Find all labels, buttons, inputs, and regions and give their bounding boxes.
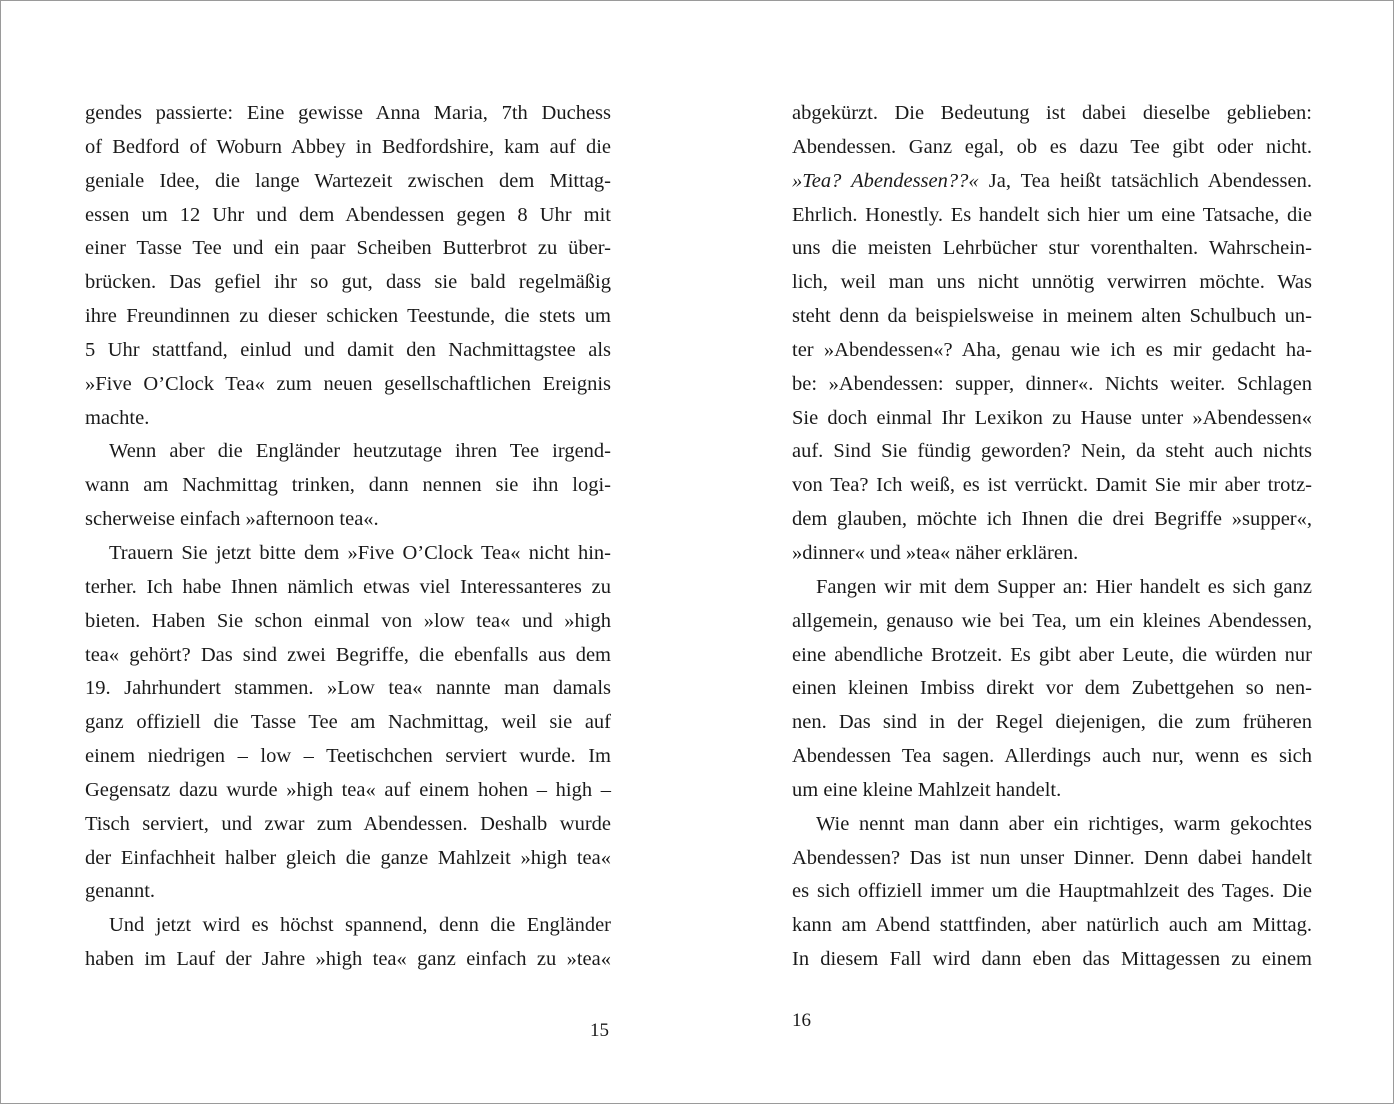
text-line: Fangen wir mit dem Supper an: Hier handelt es sich ganz [816,575,1312,598]
text-line: uns die meisten Lehrbücher stur vorenthalten. Wahrschein- [792,237,1312,260]
text-line: es sich offiziell immer um die Hauptmahlzeit des Tages. Die [792,880,1312,903]
text-line: dem glauben, möchte ich Ihnen die drei Begriffe »supper«, [792,508,1312,531]
text-line: allgemein, genauso wie bei Tea, um ein kleines Abendessen, [792,609,1312,632]
text-line: bieten. Haben Sie schon einmal von »low tea« und »high [85,609,611,632]
text-line: of Bedford of Woburn Abbey in Bedfordshire, kam auf die [85,135,611,158]
italic-phrase: »Tea? Abendessen??« [792,169,979,192]
text-line: »dinner« und »tea« näher erklären. [792,541,1079,564]
page-number-right: 16 [792,1010,811,1031]
text-line: brücken. Das gefiel ihr so gut, dass sie bald regelmäßig [85,271,611,294]
text-line: Abendessen? Das ist nun unser Dinner. Denn dabei handelt [792,846,1312,869]
text-line: kann am Abend stattfinden, aber natürlich auch am Mittag. [792,914,1312,937]
text-line: von Tea? Ich weiß, es ist verrückt. Damit Sie mir aber trotz- [792,474,1312,497]
text-line: genannt. [85,880,156,903]
text-line: terher. Ich habe Ihnen nämlich etwas viel Interessanteres zu [85,575,611,598]
text-line: Gegensatz dazu wurde »high tea« auf einem hohen – high – [85,778,611,801]
text-line: nen. Das sind in der Regel diejenigen, die zum früheren [792,711,1312,734]
text-line: 5 Uhr stattfand, einlud und damit den Nachmittagstee als [85,338,611,361]
text-line: tea« gehört? Das sind zwei Begriffe, die ebenfalls aus dem [85,643,611,666]
text-line: wann am Nachmittag trinken, dann nennen sie ihn logi- [85,474,611,497]
text-line: eine abendliche Brotzeit. Es gibt aber Leute, die würden nur [792,643,1312,666]
text-line-with-italic: »Tea? Abendessen??« Ja, Tea heißt tatsächlich Abendessen. [792,169,1312,192]
left-page [85,97,611,977]
text-line: abgekürzt. Die Bedeutung ist dabei dieselbe geblieben: [792,102,1312,124]
text-line: Sie doch einmal Ihr Lexikon zu Hause unter »Abendessen« [792,406,1312,429]
text-line: essen um 12 Uhr und dem Abendessen gegen 8 Uhr mit [85,203,611,226]
text-line: Trauern Sie jetzt bitte dem »Five O’Clock Tea« nicht hin- [109,541,611,564]
page-number-left: 15 [590,1020,609,1041]
text-line: Wenn aber die Engländer heutzutage ihren Tee irgend- [109,440,611,463]
text-line: lich, weil man uns nicht unnötig verwirren möchte. Was [792,271,1312,294]
text-line: »Five O’Clock Tea« zum neuen gesellschaftlichen Ereignis [85,372,611,395]
text-line: haben im Lauf der Jahre »high tea« ganz einfach zu »tea« [85,948,611,971]
text-line: gendes passierte: Eine gewisse Anna Maria, 7th Duchess [85,102,611,124]
text-line: be: »Abendessen: supper, dinner«. Nichts weiter. Schlagen [792,372,1312,395]
text-line: Abendessen. Ganz egal, ob es dazu Tee gibt oder nicht. [792,135,1312,158]
right-page [792,97,1312,977]
text-line: einer Tasse Tee und ein paar Scheiben Butterbrot zu über- [85,237,611,260]
text-line: 19. Jahrhundert stammen. »Low tea« nannte man damals [85,677,611,700]
text-line: ter »Abendessen«? Aha, genau wie ich es mir gedacht ha- [792,338,1312,361]
text-line: Wie nennt man dann aber ein richtiges, warm gekochtes [816,812,1312,835]
text-line: Und jetzt wird es höchst spannend, denn die Engländer [109,914,611,937]
text-line: Ehrlich. Honestly. Es handelt sich hier um eine Tatsache, die [792,203,1312,226]
text-line: einen kleinen Imbiss direkt vor dem Zubettgehen so nen- [792,677,1312,700]
text-line: um eine kleine Mahlzeit handelt. [792,778,1062,801]
text-line: In diesem Fall wird dann eben das Mittagessen zu einem [792,948,1312,971]
text-line: Abendessen Tea sagen. Allerdings auch nur, wenn es sich [792,745,1312,768]
text-line: Tisch serviert, und zwar zum Abendessen. Deshalb wurde [85,812,611,835]
text-line: steht denn da beispielsweise in meinem alten Schulbuch un- [792,305,1312,328]
text-line: einem niedrigen – low – Teetischchen serviert wurde. Im [85,745,611,768]
text-line: ganz offiziell die Tasse Tee am Nachmittag, weil sie auf [85,711,611,734]
text-line: scherweise einfach »afternoon tea«. [85,508,379,531]
text-line: ihre Freundinnen zu dieser schicken Teestunde, die stets um [85,305,611,328]
text-line: geniale Idee, die lange Wartezeit zwischen dem Mittag- [85,169,611,192]
text-line: auf. Sind Sie fündig geworden? Nein, da steht auch nichts [792,440,1312,463]
text-line: machte. [85,406,150,429]
text-line: der Einfachheit halber gleich die ganze Mahlzeit »high tea« [85,846,611,869]
